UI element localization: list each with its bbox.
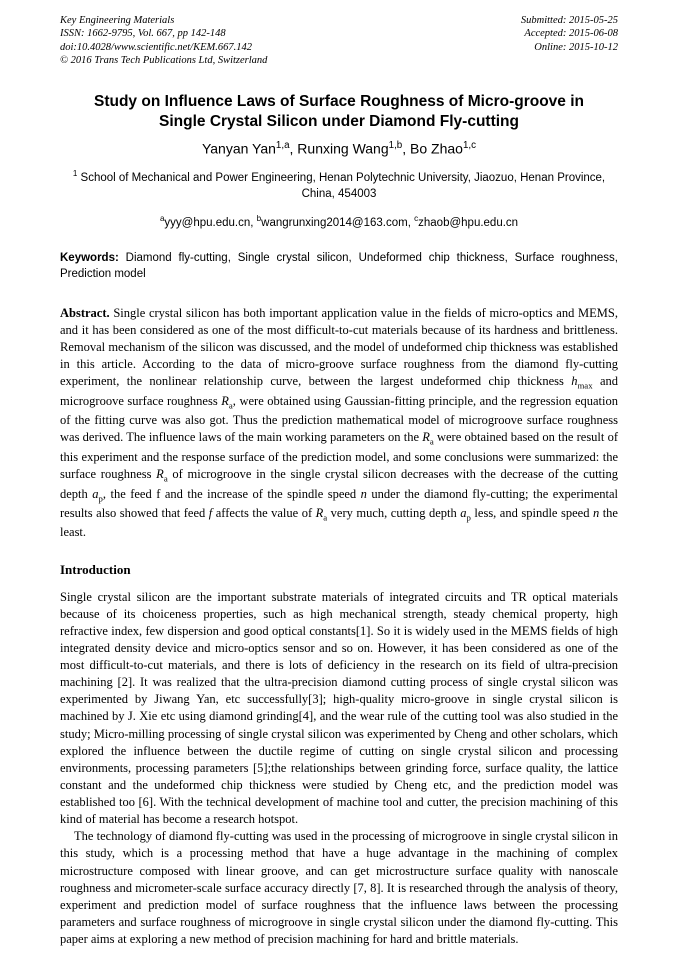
paper-title-line-1: Study on Influence Laws of Surface Roughness of Micro-groove in bbox=[93, 92, 585, 110]
submission-dates bbox=[521, 14, 618, 68]
author-emails: $^a$yyy@hpu.edu.cn, $^b$wangrunxing2014@163.com, $^c$zhaob@hpu.edu.cn bbox=[159, 214, 519, 230]
keywords-section bbox=[60, 250, 618, 283]
online-date: Online: 2015-10-12 bbox=[534, 41, 618, 53]
submitted-date: Submitted: 2015-05-25 bbox=[520, 15, 618, 26]
keywords-text: Diamond fly-cutting, Single crystal silicon, Undeformed chip thickness, Surface roughness, Prediction model bbox=[60, 252, 618, 281]
intro-paragraph-2: The technology of diamond fly-cutting was used in the processing of microgroove in single crystal silicon in this study, which is a processing method that have a huge advantage in the machining of complex microstructure composed with linear groove, and can get microstructure surface quality with nanoscale roughness and micrometer-scale surface accuracy directly [7, 8]. It is researched through the analysis of theory, experiment and prediction model of surface roughness that the influence laws between the processing parameters and surface roughness of microgroove in single crystal silicon under the diamond fly-cutting. This paper aims at exploring a new method of precision machining for hard and brittle materials. bbox=[60, 829, 618, 947]
accepted-date: Accepted: 2015-06-08 bbox=[524, 28, 618, 40]
copyright-line: © 2016 Trans Tech Publications Ltd, Switzerland bbox=[60, 55, 268, 67]
paper-title bbox=[60, 92, 618, 133]
section-heading-introduction: Introduction bbox=[60, 561, 131, 577]
affiliation: $^1$ School of Mechanical and Power Engineering, Henan Polytechnic University, Jiaozuo, Henan Province, China, 454003 bbox=[72, 169, 606, 201]
intro-paragraph-1: Single crystal silicon are the important substrate materials of integrated circuits and TR optical materials because of its choiceness properties, such as high mechanical strength, steady chemical property, high refractive index, few dispersion and good optical constants[1]. So it is widely used in the MEMS fields of high integrated density device and micro-optics sensor and so on. However, it has been considered as one of the most difficult-to-cut materials, and there is lots of deficiency in the research on its field of ultra-precision machining [2]. It was realized that the ultra-precision diamond cutting process of single crystal silicon was experimented by Jiwang Yan, etc successfully[3]; high-quality micro-groove in single crystal silicon is machined by J. Xie etc using diamond grinding[4], and the wear rule of the cutting tool was also studied in the study; Micro-milling processing of single crystal silicon was experimented by Cheng and other scholars, which explored the influence between the ductile regime of cutting on single crystal silicon and processing environments, processing parameters [5];the relationships between grinding force, surface quality, the lattice constant and the undeformed chip thickness were studied by Cheng etc, and the prediction model was established too [6]. With the technical development of machine tool and cutter, the precision machining of this kind of material has become a research hotspot. bbox=[60, 589, 618, 827]
abstract-label: Abstract. bbox=[60, 305, 110, 320]
issn-volume-line: ISSN: 1662-9795, Vol. 667, pp 142-148 bbox=[60, 28, 226, 40]
abstract-text: Single crystal silicon has both important application value in the fields of micro-optics and MEMS, and it has been considered as one of the most difficult-to-cut materials because of its hardness and brittleness. Removal mechanism of the silicon was discussed, and the model of undeformed chip thickness was established in this article. According to the data of micro-groove surface roughness from the diamond fly-cutting experiment, the nonlinear relationship curve, between the largest undeformed chip thickness $h_{max}$ and microgroove surface roughness $R_a$, were obtained using Gaussian-fitting principle, and the regression equation of the fitting curve was also got. Thus the prediction mathematical model of microgroove surface roughness was derived. The influence laws of the main working parameters on the $R_a$ were obtained based on the result of this experiment and the response surface of the prediction model, and some conclusions were summarized: the surface roughness $R_a$ of microgroove in the single crystal silicon decreases with the decrease of the cutting depth $a_p$, the feed f and the increase of the spindle speed n under the diamond fly-cutting; the experimental results also showed that feed f affects the value of $R_a$ very much, cutting depth $a_p$ less, and spindle speed n the least. bbox=[60, 305, 619, 540]
paper-title-line-2: Single Crystal Silicon under Diamond Fly-cutting bbox=[159, 113, 519, 131]
publication-info bbox=[60, 14, 267, 68]
abstract-paragraph bbox=[60, 305, 618, 542]
journal-name: Key Engineering Materials bbox=[60, 15, 175, 26]
authors-line: Yanyan Yan$^{1,a}$, Runxing Wang$^{1,b}$, Bo Zhao$^{1,c}$ bbox=[201, 139, 477, 157]
keywords-label: Keywords: bbox=[60, 252, 119, 265]
publication-header bbox=[60, 14, 618, 68]
doi-line: doi:10.4028/www.scientific.net/KEM.667.142 bbox=[60, 41, 252, 53]
